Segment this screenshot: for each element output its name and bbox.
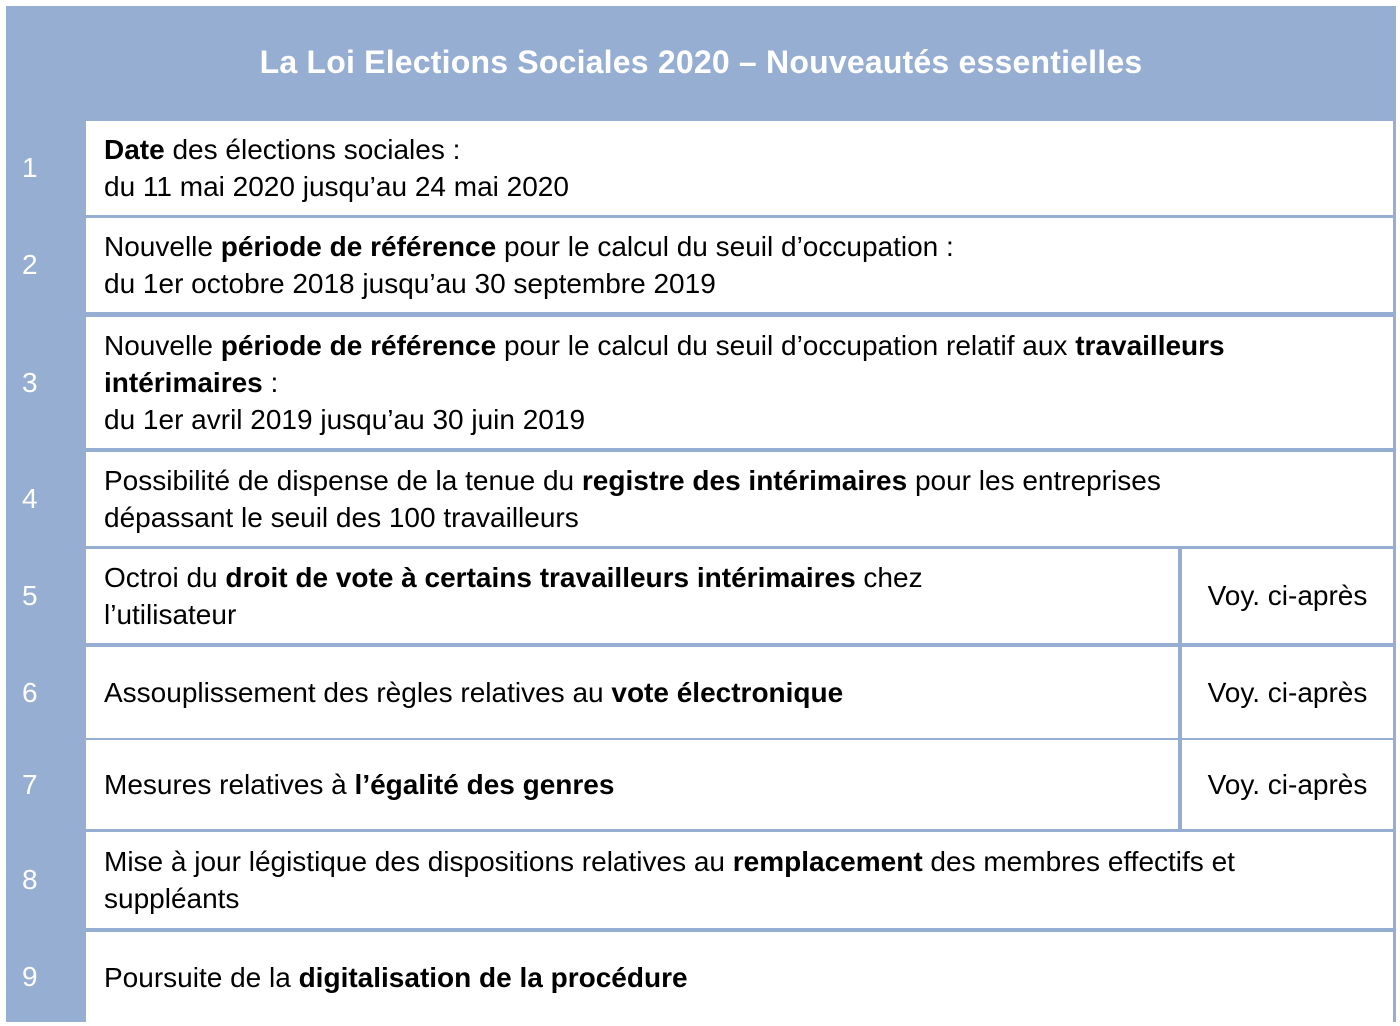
description-line xyxy=(104,766,1164,803)
table-frame xyxy=(6,6,1396,1022)
text-segment: pour le calcul du seuil d’occupation : xyxy=(496,231,954,262)
text-segment: Octroi du xyxy=(104,562,226,593)
row-description xyxy=(86,932,1393,1022)
row-description xyxy=(86,452,1393,546)
row-description xyxy=(86,218,1393,312)
bold-text: Date xyxy=(104,134,165,165)
text-segment: des membres effectifs et xyxy=(922,846,1235,877)
description-line xyxy=(104,843,1379,880)
text-segment: pour le calcul du seuil d’occupation relatif aux xyxy=(496,330,1076,361)
description-line xyxy=(104,228,1379,265)
row-number: 6 xyxy=(22,676,38,708)
bold-text: registre des intérimaires xyxy=(581,465,908,496)
text-segment: dépassant le seuil des 100 travailleurs xyxy=(104,502,579,533)
row-description xyxy=(86,317,1393,448)
description-line xyxy=(104,327,1379,364)
description-line xyxy=(104,364,1379,401)
description-line xyxy=(104,674,1164,711)
text-segment: : xyxy=(262,367,279,398)
text-segment: chez xyxy=(855,562,923,593)
text-segment: Mesures relatives à xyxy=(104,769,355,800)
bold-text: l’égalité des genres xyxy=(354,769,615,800)
description-line xyxy=(104,499,1379,536)
table-title: La Loi Elections Sociales 2020 – Nouveautés essentielles xyxy=(259,43,1143,80)
reference-cell: Voy. ci-après xyxy=(1182,740,1393,829)
bold-text: vote électronique xyxy=(611,677,844,708)
text-segment: des élections sociales : xyxy=(164,134,461,165)
bold-text: travailleurs xyxy=(1075,330,1225,361)
text-segment: Mise à jour légistique des dispositions relatives au xyxy=(104,846,733,877)
description-line xyxy=(104,131,1379,168)
row-description xyxy=(86,121,1393,215)
description-line xyxy=(104,265,1379,302)
text-segment: pour les entreprises xyxy=(907,465,1161,496)
bold-text: intérimaires xyxy=(104,367,263,398)
row-number: 1 xyxy=(22,152,38,183)
text-segment: l’utilisateur xyxy=(104,599,237,630)
bold-text: remplacement xyxy=(732,846,923,877)
text-segment: Nouvelle xyxy=(104,330,221,361)
text-segment: du 1er avril 2019 jusqu’au 30 juin 2019 xyxy=(104,404,586,435)
bold-text: digitalisation de la procédure xyxy=(298,961,688,993)
reference-cell: Voy. ci-après xyxy=(1182,549,1393,643)
text-segment: Poursuite de la xyxy=(104,961,299,993)
row-description xyxy=(86,832,1393,928)
description-line xyxy=(104,559,1164,596)
text-segment: Possibilité de dispense de la tenue du xyxy=(104,465,582,496)
description-line xyxy=(104,596,1164,633)
row-number: 5 xyxy=(22,580,38,611)
row-number: 3 xyxy=(22,366,38,398)
bold-text: droit de vote à certains travailleurs intérimaires xyxy=(225,562,856,593)
bold-text: période de référence xyxy=(220,231,497,262)
row-number: 4 xyxy=(22,483,38,514)
bold-text: période de référence xyxy=(220,330,497,361)
row-number: 2 xyxy=(22,249,38,280)
text-segment: du 11 mai 2020 jusqu’au 24 mai 2020 xyxy=(104,171,569,202)
description-line xyxy=(104,401,1379,438)
text-segment: du 1er octobre 2018 jusqu’au 30 septembre 2019 xyxy=(104,268,716,299)
row-description xyxy=(86,549,1178,643)
reference-cell: Voy. ci-après xyxy=(1182,647,1393,738)
row-number: 7 xyxy=(22,768,38,800)
row-description xyxy=(86,740,1178,829)
text-segment: Assouplissement des règles relatives au xyxy=(104,677,612,708)
description-line xyxy=(104,168,1379,205)
text-segment: Nouvelle xyxy=(104,231,221,262)
description-line xyxy=(104,959,1379,996)
row-description xyxy=(86,647,1178,738)
description-line xyxy=(104,880,1379,917)
row-number: 9 xyxy=(22,961,38,992)
row-number: 8 xyxy=(22,864,38,895)
description-line xyxy=(104,462,1379,499)
text-segment: suppléants xyxy=(104,883,240,914)
